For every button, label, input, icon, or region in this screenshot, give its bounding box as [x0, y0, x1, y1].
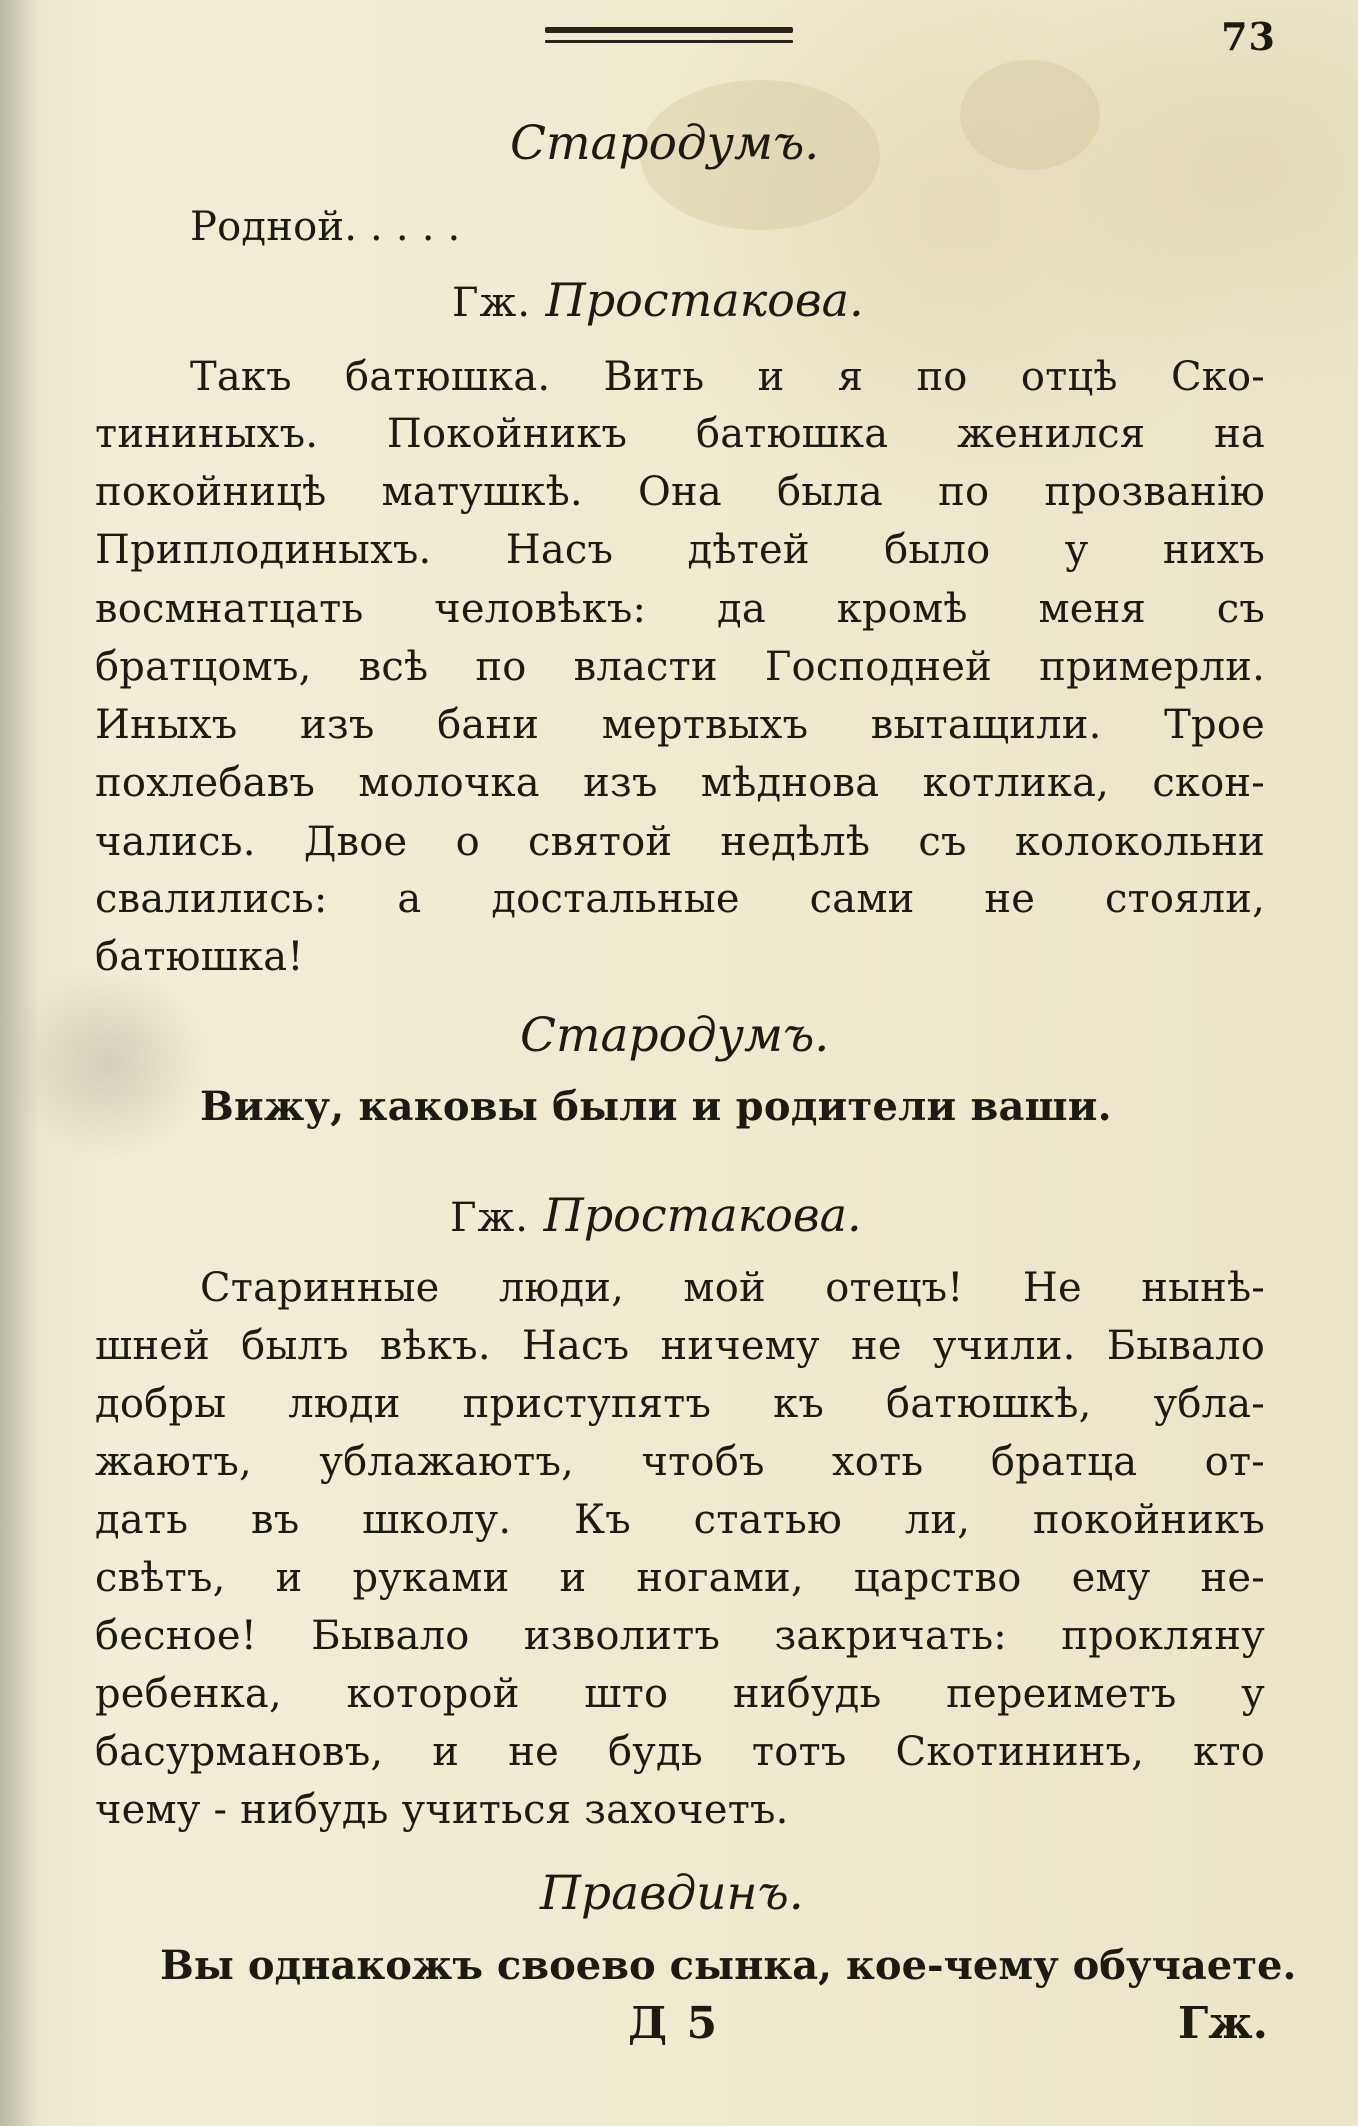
catchword: Гж. [1177, 1998, 1268, 2049]
speaker-heading [452, 275, 864, 326]
text-line: свалились: а достальные сами не стояли, [95, 876, 1265, 922]
text-line: Приплодиныхъ. Насъ дѣтей было у нихъ [95, 527, 1265, 573]
text-line: добры люди приступятъ къ батюшкѣ, ублa- [95, 1381, 1265, 1427]
text-line: Вы однакожъ своево сынка, кое-чему обучаете. [160, 1942, 1297, 1989]
text-line: Вижу, каковы были и родители ваши. [200, 1083, 1112, 1130]
text-line: тининыхъ. Покойникъ батюшка женился на [95, 411, 1265, 457]
header-rule-thick [545, 27, 793, 33]
speaker-name: Стародумъ. [510, 116, 820, 171]
speaker-heading [510, 118, 819, 170]
speaker-name: Простакова. [545, 273, 864, 327]
paper-stain [960, 60, 1100, 170]
text-line: жаютъ, ублажаютъ, чтобъ хоть братца от- [95, 1439, 1265, 1485]
speaker-heading [520, 1010, 829, 1062]
speaker-heading [540, 1868, 804, 1920]
text-line: свѣтъ, и руками и ногами, царство ему не- [95, 1555, 1265, 1601]
text-line: бесное! Бывало изволитъ закричать: прокляну [95, 1613, 1265, 1659]
text-line: чались. Двое о святой недѣлѣ съ колокольни [95, 819, 1265, 865]
text-line: восмнатцать человѣкъ: да кромѣ меня съ [95, 586, 1265, 632]
text-line: дать въ школу. Къ статью ли, покойникъ [95, 1497, 1265, 1543]
text-line: покойницѣ матушкѣ. Она была по прозванію [95, 469, 1265, 515]
page-number: 73 [1221, 14, 1276, 59]
speaker-name: Простакова. [543, 1188, 862, 1242]
text-line: шней былъ вѣкъ. Насъ ничему не учили. Бывало [95, 1323, 1265, 1369]
text-line: басурмановъ, и не будь тотъ Скотининъ, кто [95, 1729, 1265, 1775]
text-line: чему - нибудь учиться захочетъ. [95, 1787, 789, 1833]
signature-mark: Д 5 [628, 1998, 720, 2049]
text-line: Родной. . . . . [190, 204, 461, 250]
text-line: батюшка! [95, 934, 304, 980]
text-line: ребенка, которой што нибудь переиметъ у [95, 1671, 1265, 1717]
speaker-prefix: Гж. [450, 1195, 529, 1241]
speaker-heading [450, 1190, 862, 1241]
text-line: братцомъ, всѣ по власти Господней примерли. [95, 644, 1265, 690]
text-line: Такъ батюшка. Вить и я по отцѣ Ско- [190, 354, 1265, 400]
text-line: Иныхъ изъ бани мертвыхъ вытащили. Трое [95, 702, 1265, 748]
text-line: похлебавъ молочка изъ мѣднова котлика, скон- [95, 760, 1265, 806]
text-line: Старинные люди, мой отецъ! Не нынѣ- [200, 1265, 1265, 1311]
speaker-name: Правдинъ. [540, 1866, 804, 1921]
page-gutter-shadow [0, 0, 38, 2126]
header-rule-thin [545, 40, 793, 43]
speaker-name: Стародумъ. [520, 1008, 830, 1063]
speaker-prefix: Гж. [452, 280, 531, 326]
header-double-rule [545, 20, 793, 50]
